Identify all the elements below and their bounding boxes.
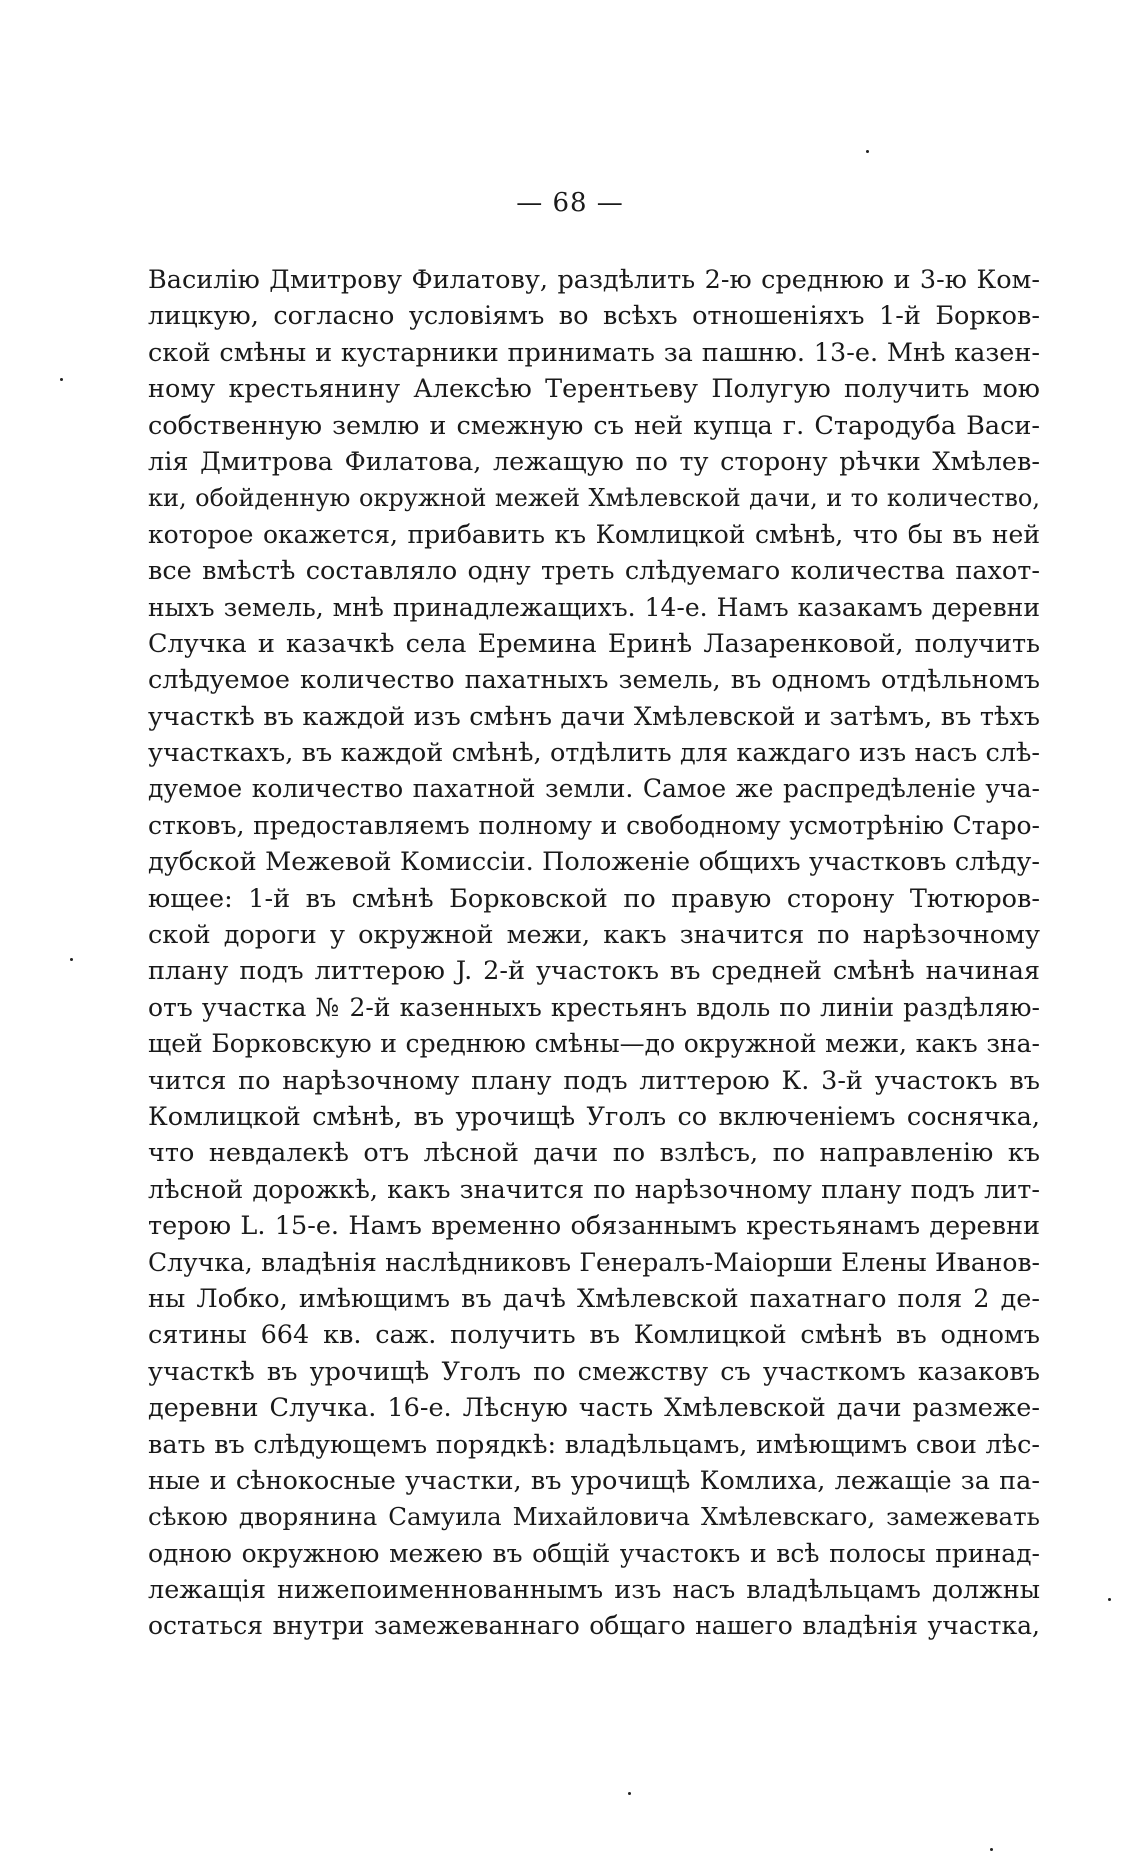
- text-line: слѣдуемое количество пахатныхъ земель, въ одномъ отдѣльномъ: [148, 665, 1040, 696]
- text-line: сѣкою дворянина Самуила Михайловича Хмѣлевскаго, замежевать: [148, 1502, 1040, 1532]
- text-line: ные и сѣнокосные участки, въ урочищѣ Комлиха, лежащіе за па-: [148, 1465, 1040, 1496]
- scan-speck: [70, 958, 73, 961]
- text-line: участкѣ въ урочищѣ Уголъ по смежству съ участкомъ казаковъ: [148, 1356, 1040, 1387]
- page-number: — 68 —: [516, 188, 624, 218]
- text-line: дуемое количество пахатной земли. Самое же распредѣленіе уча-: [148, 774, 1040, 804]
- text-line: отъ участка № 2-й казенныхъ крестьянъ вдоль по линіи раздѣляю-: [148, 992, 1040, 1022]
- text-line: лежащія нижепоименнованнымъ изъ насъ владѣльцамъ должны: [148, 1575, 1040, 1606]
- text-line: все вмѣстѣ составляло одну треть слѣдуемаго количества пахот-: [148, 556, 1040, 587]
- text-line: лѣсной дорожкѣ, какъ значится по нарѣзочному плану подъ лит-: [148, 1174, 1040, 1205]
- text-line: ской дороги у окружной межи, какъ значится по нарѣзочному: [148, 920, 1040, 951]
- text-line: собственную землю и смежную съ ней купца г. Стародуба Васи-: [148, 410, 1040, 441]
- text-line: остаться внутри замежеваннаго общаго нашего владѣнія участка,: [148, 1611, 1040, 1641]
- text-line: которое окажется, прибавить къ Комлицкой смѣнѣ, что бы въ ней: [148, 519, 1040, 549]
- scan-speck: [1108, 1598, 1111, 1601]
- text-line: лицкую, согласно условіямъ во всѣхъ отношеніяхъ 1-й Борков-: [148, 301, 1040, 332]
- text-line: что невдалекѣ отъ лѣсной дачи по взлѣсъ, по направленію къ: [148, 1138, 1040, 1169]
- text-line: лія Дмитрова Филатова, лежащую по ту сторону рѣчки Хмѣлев-: [148, 446, 1040, 477]
- scan-speck: [866, 150, 869, 153]
- text-line: плану подъ литтерою J. 2-й участокъ въ средней смѣнѣ начиная: [148, 956, 1040, 987]
- text-line: Комлицкой смѣнѣ, въ урочищѣ Уголъ со включеніемъ соснячка,: [148, 1101, 1040, 1132]
- scan-speck: [628, 1792, 631, 1795]
- text-line: одною окружною межею въ общій участокъ и всѣ полосы принад-: [148, 1538, 1040, 1568]
- text-line: Случка и казачкѣ села Еремина Еринѣ Лазаренковой, получить: [148, 628, 1040, 659]
- text-line: участкахъ, въ каждой смѣнѣ, отдѣлить для каждаго изъ насъ слѣ-: [148, 738, 1040, 769]
- text-line: Василію Дмитрову Филатову, раздѣлить 2-ю среднюю и 3-ю Ком-: [148, 265, 1040, 295]
- scan-speck: [60, 378, 63, 381]
- text-line: деревни Случка. 16-е. Лѣсную часть Хмѣлевской дачи размеже-: [148, 1393, 1040, 1424]
- text-line: ющее: 1-й въ смѣнѣ Борковской по правую сторону Тютюров-: [148, 883, 1040, 914]
- text-line: ныхъ земель, мнѣ принадлежащихъ. 14-е. Намъ казакамъ деревни: [148, 592, 1040, 622]
- text-line: стковъ, предоставляемъ полному и свободному усмотрѣнію Старо-: [148, 810, 1040, 840]
- text-line: вать въ слѣдующемъ порядкѣ: владѣльцамъ, имѣющимъ свои лѣс-: [148, 1429, 1040, 1460]
- text-line: ки, обойденную окружной межей Хмѣлевской дачи, и то количество,: [148, 484, 1040, 513]
- scan-speck: [990, 1848, 993, 1851]
- text-line: терою L. 15-е. Намъ временно обязаннымъ крестьянамъ деревни: [148, 1211, 1040, 1242]
- text-line: ны Лобко, имѣющимъ въ дачѣ Хмѣлевской пахатнаго поля 2 де-: [148, 1283, 1040, 1314]
- text-line: Случка, владѣнія наслѣдниковъ Генералъ-Маіорши Елены Иванов-: [148, 1247, 1040, 1277]
- text-line: участкѣ въ каждой изъ смѣнъ дачи Хмѣлевской и затѣмъ, въ тѣхъ: [148, 701, 1040, 732]
- text-line: сятины 664 кв. саж. получить въ Комлицкой смѣнѣ въ одномъ: [148, 1320, 1040, 1351]
- text-line: щей Борковскую и среднюю смѣны—до окружной межи, какъ зна-: [148, 1029, 1040, 1059]
- text-line: чится по нарѣзочному плану подъ литтерою К. 3-й участокъ въ: [148, 1065, 1040, 1096]
- text-line: ному крестьянину Алексѣю Терентьеву Полугую получить мою: [148, 374, 1040, 405]
- body-text: [148, 262, 1040, 1645]
- text-line: дубской Межевой Комиссіи. Положеніе общихъ участковъ слѣду-: [148, 847, 1040, 878]
- text-line: ской смѣны и кустарники принимать за пашню. 13-е. Мнѣ казен-: [148, 337, 1040, 368]
